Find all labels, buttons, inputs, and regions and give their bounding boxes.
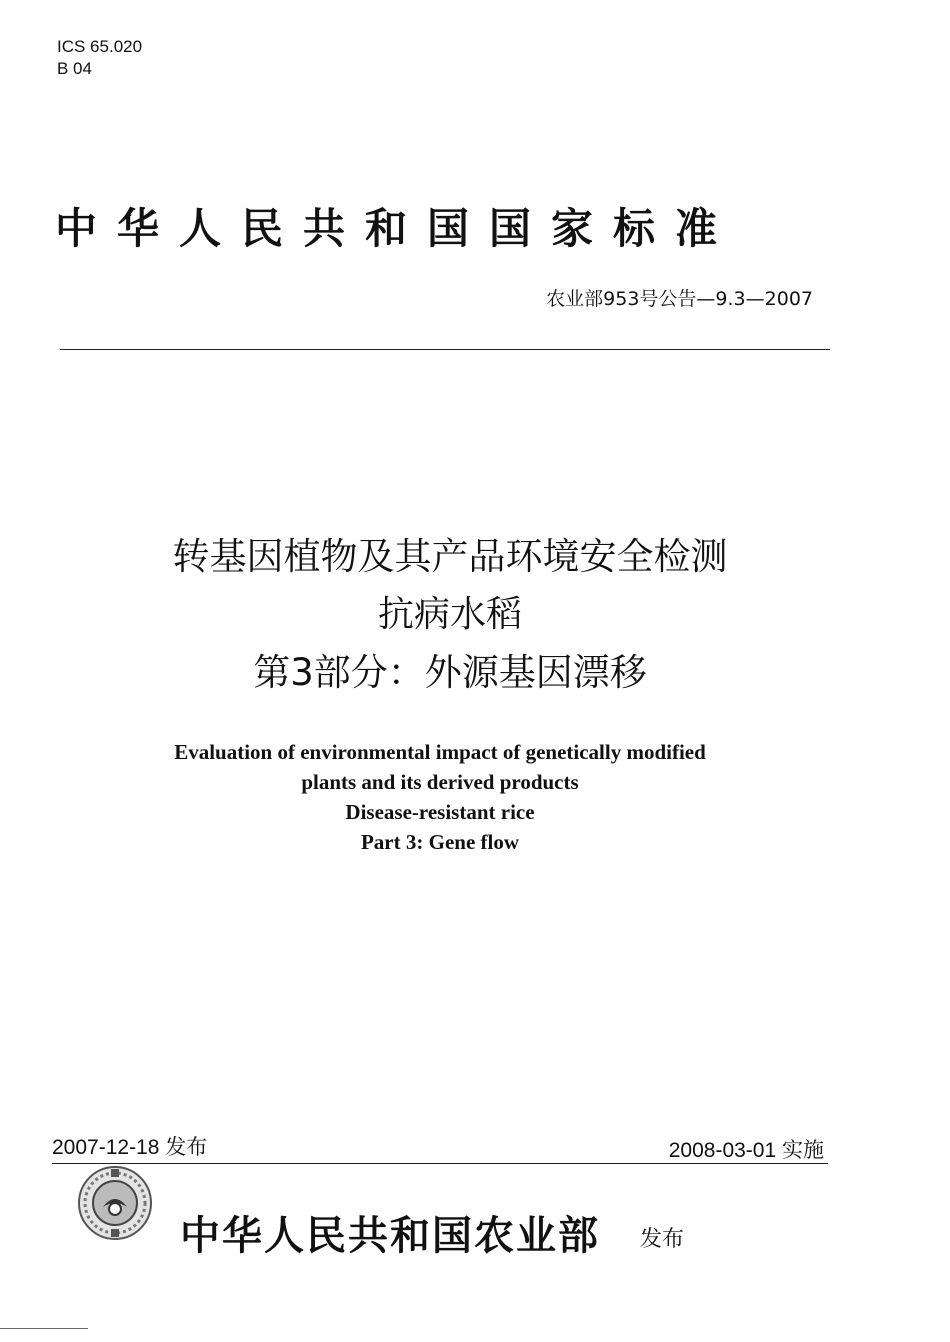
cn-title-line-1: 转基因植物及其产品环境安全检测 <box>172 535 728 578</box>
cn-title-line-2: 抗病水稻 <box>377 594 522 635</box>
cn-title-line-3: 第3部分：外源基因漂移 <box>253 651 647 694</box>
publisher-name: 中华人民共和国农业部 <box>180 1212 600 1259</box>
scan-edge-line <box>0 1328 88 1329</box>
implementation-date: 2008-03-01 实施 <box>668 1139 824 1162</box>
chinese-title-block <box>0 528 900 702</box>
en-title-line-3: Disease-resistant rice <box>345 800 535 824</box>
english-title-block <box>0 737 880 857</box>
ccs-code: B 04 <box>57 59 92 78</box>
standard-title: 中华人民共和国国家标准 <box>55 204 738 253</box>
top-divider <box>60 349 830 350</box>
bottom-divider <box>52 1163 828 1164</box>
ministry-emblem-icon <box>75 1163 155 1243</box>
en-title-line-2: plants and its derived products <box>301 770 579 794</box>
ics-code: ICS 65.020 <box>57 37 143 56</box>
publish-label: 发布 <box>640 1227 685 1252</box>
standard-code: 农业部953号公告—9.3—2007 <box>546 288 813 310</box>
en-title-line-1: Evaluation of environmental impact of genetically modified <box>174 740 706 764</box>
classification-codes <box>57 36 142 80</box>
en-title-line-4: Part 3: Gene flow <box>360 830 520 854</box>
issue-date: 2007-12-18 发布 <box>52 1136 208 1159</box>
